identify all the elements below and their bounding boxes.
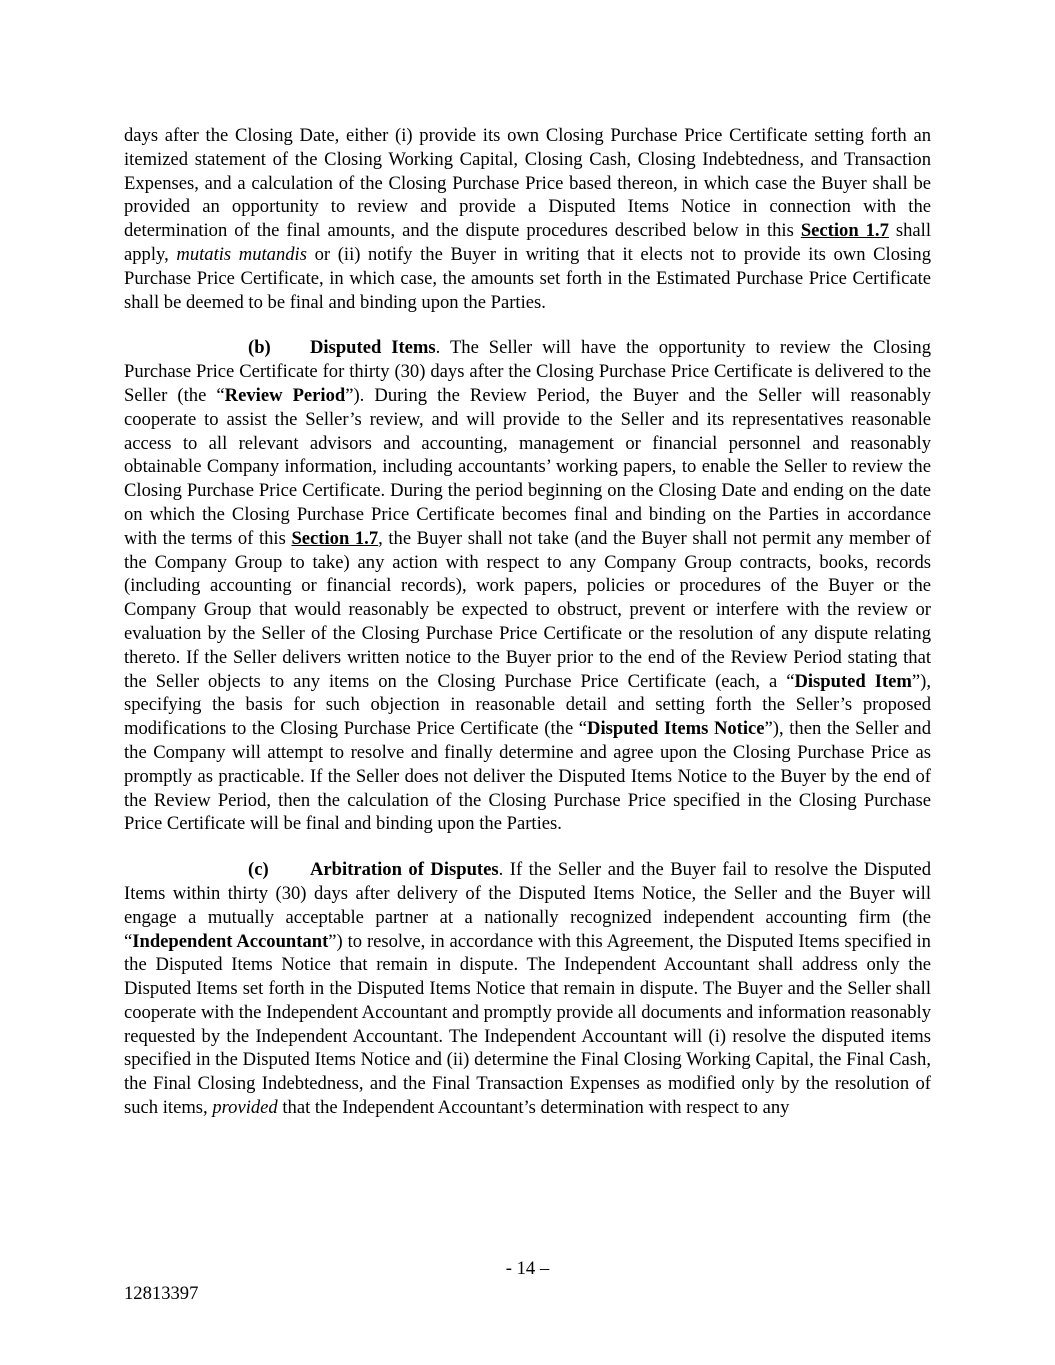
clause-label: (b) <box>248 337 271 359</box>
text: ”), then the Seller and the Company will attempt to resolve and finally determine and agree upon the Closing Purchase Price as promptly as practicable. If the Seller does not deliver the Disputed Items Notice to the Buyer by the end of the Review Period, then the calculation of the Closing Purchase Price specified in the Closing Purchase Price Certificate will be final and binding upon the Parties. <box>124 718 931 835</box>
text: that the Independent Accountant’s determination with respect to any <box>277 1097 790 1119</box>
clause-heading: Disputed Items <box>310 337 436 359</box>
italic-term: provided <box>212 1097 278 1119</box>
defined-term: Disputed Item <box>794 670 912 692</box>
paragraph-b-disputed-items <box>124 336 931 836</box>
clause-heading: Arbitration of Disputes <box>310 859 499 881</box>
text: shall apply, <box>124 220 931 265</box>
text: ”), specifying the basis for such objection in reasonable detail and setting forth the Seller’s proposed modifications to the Closing Purchase Price Certificate (the “ <box>124 670 931 740</box>
italic-term: mutatis mutandis <box>176 243 307 265</box>
defined-term: Review Period <box>224 384 346 406</box>
text: , the Buyer shall not take (and the Buyer shall not permit any member of the Company Group to take) any action with respect to any Company Group contracts, books, records (including accounting or financial records), work papers, policies or procedures of the Buyer or the Company Group that would reasonably be expected to obstruct, prevent or interfere with the review or evaluation by the Seller of the Closing Purchase Price Certificate or the resolution of any dispute relating thereto. If the Seller delivers written notice to the Buyer prior to the end of the Review Period stating that the Seller objects to any items on the Closing Purchase Price Certificate (each, a “ <box>124 527 932 692</box>
paragraph-c-arbitration <box>124 858 931 1120</box>
text: ”) to resolve, in accordance with this Agreement, the Disputed Items specified in the Disputed Items Notice that remain in dispute. The Independent Accountant shall address only the Disputed Items set forth in the Disputed Items Notice that remain in dispute. The Buyer and the Seller shall cooperate with the Independent Accountant and promptly provide all documents and information reasonably requested by the Independent Accountant. The Independent Accountant will (i) resolve the disputed items specified in the Disputed Items Notice and (ii) determine the Final Closing Working Capital, the Final Cash, the Final Closing Indebtedness, and the Final Transaction Expenses as modified only by the resolution of such items, <box>124 930 931 1119</box>
section-reference: Section 1.7 <box>291 527 379 549</box>
page-number: - 14 – <box>505 1258 550 1279</box>
clause-label: (c) <box>248 859 269 881</box>
text: or (ii) notify the Buyer in writing that it elects not to provide its own Closing Purchase Price Certificate, in which case, the amounts set forth in the Estimated Purchase Price Certificate shall be deemed to be final and binding upon the Parties. <box>124 243 931 313</box>
text: . If the Seller and the Buyer fail to resolve the Disputed Items within thirty (30) days after delivery of the Disputed Items Notice, the Seller and the Buyer will engage a mutually acceptable partner at a nationally recognized independent accounting firm (the “ <box>124 859 931 952</box>
text: days after the Closing Date, either (i) provide its own Closing Purchase Price Certificate setting forth an itemized statement of the Closing Working Capital, Closing Cash, Closing Indebtedness, and Transaction Expenses, and a calculation of the Closing Purchase Price based thereon, in which case the Buyer shall be provided an opportunity to review and provide a Disputed Items Notice in connection with the determination of the final amounts, and the dispute procedures described below in this <box>124 125 931 242</box>
defined-term: Disputed Items Notice <box>587 718 765 740</box>
document-body <box>124 124 931 1120</box>
section-reference: Section 1.7 <box>800 220 889 242</box>
paragraph-a-continuation <box>124 124 931 314</box>
document-id: 12813397 <box>124 1283 199 1304</box>
text: . The Seller will have the opportunity to review the Closing Purchase Price Certificate for thirty (30) days after the Closing Purchase Price Certificate is delivered to the Seller (the “ <box>124 337 931 406</box>
text: ”). During the Review Period, the Buyer and the Seller will reasonably cooperate to assist the Seller’s review, and will provide to the Seller and its representatives reasonable access to all relevant advisors and accounting, management or financial personnel and reasonably obtainable Company information, including accountants’ working papers, to enable the Seller to review the Closing Purchase Price Certificate. During the period beginning on the Closing Date and ending on the date on which the Closing Purchase Price Certificate becomes final and binding on the Parties in accordance with the terms of this <box>124 384 932 549</box>
defined-term: Independent Accountant <box>132 930 329 952</box>
